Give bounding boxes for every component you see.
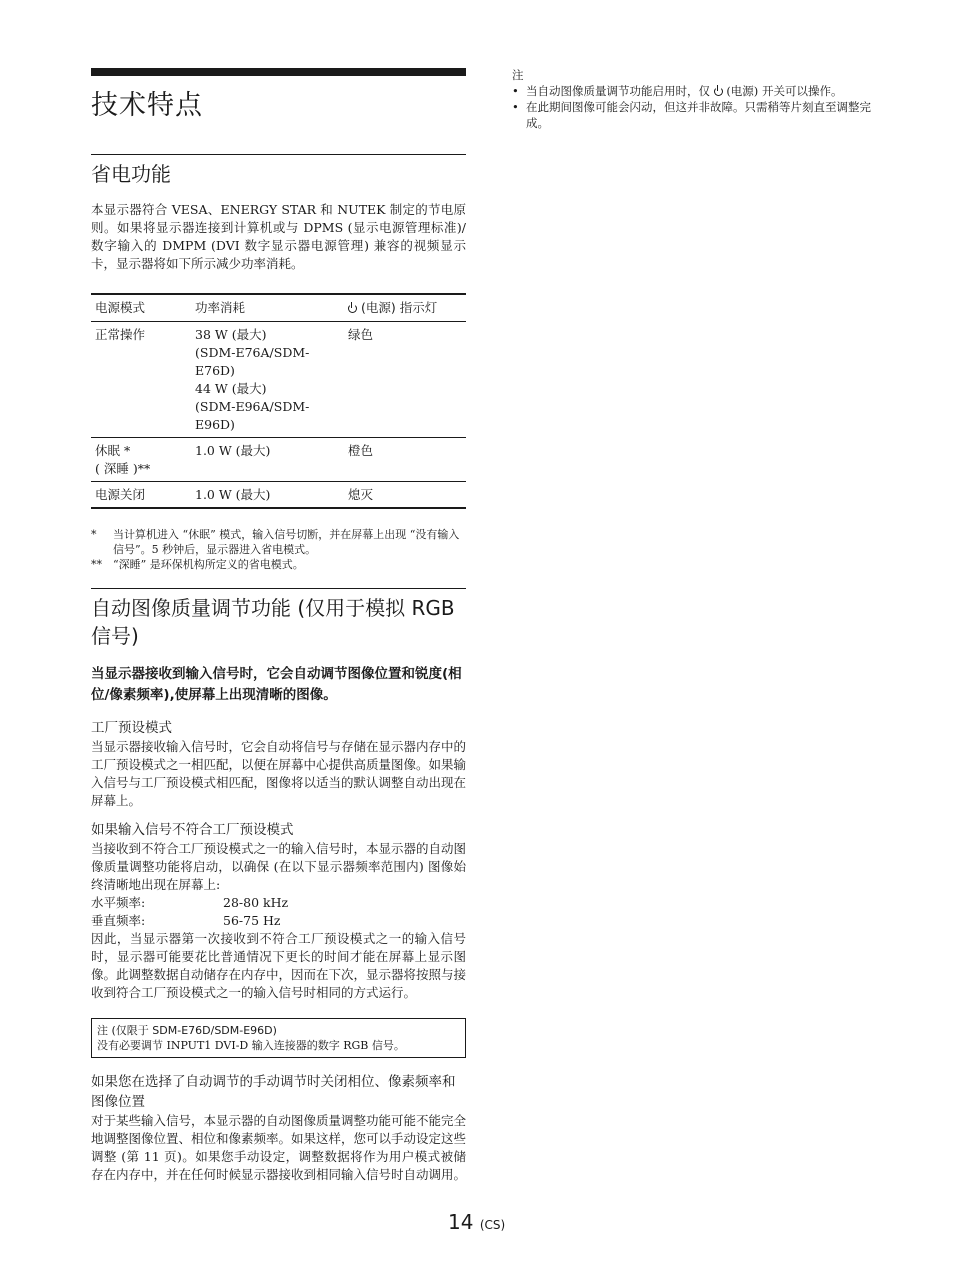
table-row [91, 438, 466, 482]
note-box-text: 没有必要调节 INPUT1 DVI-D 输入连接器的数字 RGB 信号。 [97, 1039, 405, 1052]
header-power: 功率消耗 [191, 294, 344, 322]
note-box [91, 1018, 466, 1058]
left-column [91, 68, 466, 1184]
page-number: 14 (CS) [448, 1210, 506, 1234]
title-rule [91, 68, 466, 76]
nonmatch-text: 当接收到不符合工厂预设模式之一的输入信号时，本显示器的自动图像质量调整功能将启动，以确保 (在以下显示器频率范围内) 图像始终清晰地出现在屏幕上: [91, 841, 467, 892]
power-icon [714, 87, 723, 96]
footnote: ** “深睡” 是环保机构所定义的省电模式。 [91, 558, 304, 571]
auto-adjust-heading: 自动图像质量调节功能 (仅用于模拟 RGB 信号) [91, 596, 455, 648]
power-table-header [91, 294, 466, 322]
freq-row: 水平频率: 28-80 kHz [91, 895, 289, 910]
power-cell: 38 W (最大) (SDM-E76A/SDM-E76D) 44 W (最大) (SDM-E96A/SDM-E96D) [191, 322, 344, 438]
header-mode: 电源模式 [91, 294, 191, 322]
factory-text: 当显示器接收输入信号时，它会自动将信号与存储在显示器内存中的工厂预设模式之一相匹配，以便在屏幕中心提供高质量图像。如果输入信号与工厂预设模式相匹配，图像将以适当的默认调整自动出现在屏幕上。 [91, 739, 467, 808]
table-row [91, 482, 466, 509]
note-list [512, 83, 892, 131]
power-cell: 1.0 W (最大) [191, 438, 344, 482]
mode-cell: 电源关闭 [91, 482, 191, 509]
nonmatch-heading: 如果输入信号不符合工厂预设模式 [91, 822, 294, 838]
led-cell: 熄灭 [344, 482, 466, 509]
freq-row: 垂直频率: 56-75 Hz [91, 913, 281, 928]
auto-adjust-lead: 当显示器接收到输入信号时，它会自动调节图像位置和锐度(相位/像素频率),使屏幕上出现清晰的图像。 [91, 666, 462, 703]
power-cell: 1.0 W (最大) [191, 482, 344, 509]
section-rule [91, 154, 466, 155]
note-heading: 注 [512, 68, 524, 82]
power-saving-intro: 本显示器符合 VESA、ENERGY STAR 和 NUTEK 制定的节电原则。如果将显示器连接到计算机或与 DPMS (显示电源管理标准)/ 数字输入的 DMPM (DVI 数字显示器电源管理) 兼容的视频显示卡，显示器将如下所示减少功率消耗。 [91, 202, 466, 271]
manual-heading: 如果您在选择了自动调节的手动调节时关闭相位、像素频率和图像位置 [91, 1074, 456, 1110]
list-item: • 在此期间图像可能会闪动，但这并非故障。只需稍等片刻直至调整完成。 [512, 100, 871, 130]
power-icon [348, 304, 357, 313]
list-item: • 当自动图像质量调节功能启用时，仅 (电源) 开关可以操作。 [512, 84, 843, 98]
power-table [91, 293, 466, 509]
right-column [512, 68, 892, 131]
section-rule [91, 588, 466, 589]
led-cell: 橙色 [344, 438, 466, 482]
manual-text: 对于某些输入信号，本显示器的自动图像质量调整功能可能不能完全地调整图像位置、相位和像素频率。如果这样，您可以手动设定这些调整 (第 11 页)。如果您手动设定，调整数据将作为用户模式被储存在内存中，并在任何时候显示器接收到相同输入信号时自动调用。 [91, 1113, 467, 1182]
mode-cell: 正常操作 [91, 322, 191, 438]
page-title: 技术特点 [91, 90, 203, 121]
note-box-title: 注 (仅限于 SDM-E76D/SDM-E96D) [97, 1024, 277, 1037]
power-saving-heading: 省电功能 [91, 162, 171, 186]
footnote: * 当计算机进入 “休眠” 模式，输入信号切断，并在屏幕上出现 “没有输入信号”。5 秒钟后，显示器进入省电模式。 [91, 528, 460, 556]
nonmatch-text-2: 因此，当显示器第一次接收到不符合工厂预设模式之一的输入信号时，显示器可能要花比普通情况下更长的时间才能在屏幕上显示图像。此调整数据自动储存在内存中，因而在下次，显示器将按照与接收到符合工厂预设模式之一的输入信号时相同的方式运行。 [91, 931, 467, 1000]
factory-heading: 工厂预设模式 [91, 720, 172, 736]
header-led: (电源) 指示灯 [344, 294, 466, 322]
footnotes [91, 527, 466, 572]
mode-cell: 休眠 * ( 深睡 )** [91, 438, 191, 482]
table-row [91, 322, 466, 438]
led-cell: 绿色 [344, 322, 466, 438]
